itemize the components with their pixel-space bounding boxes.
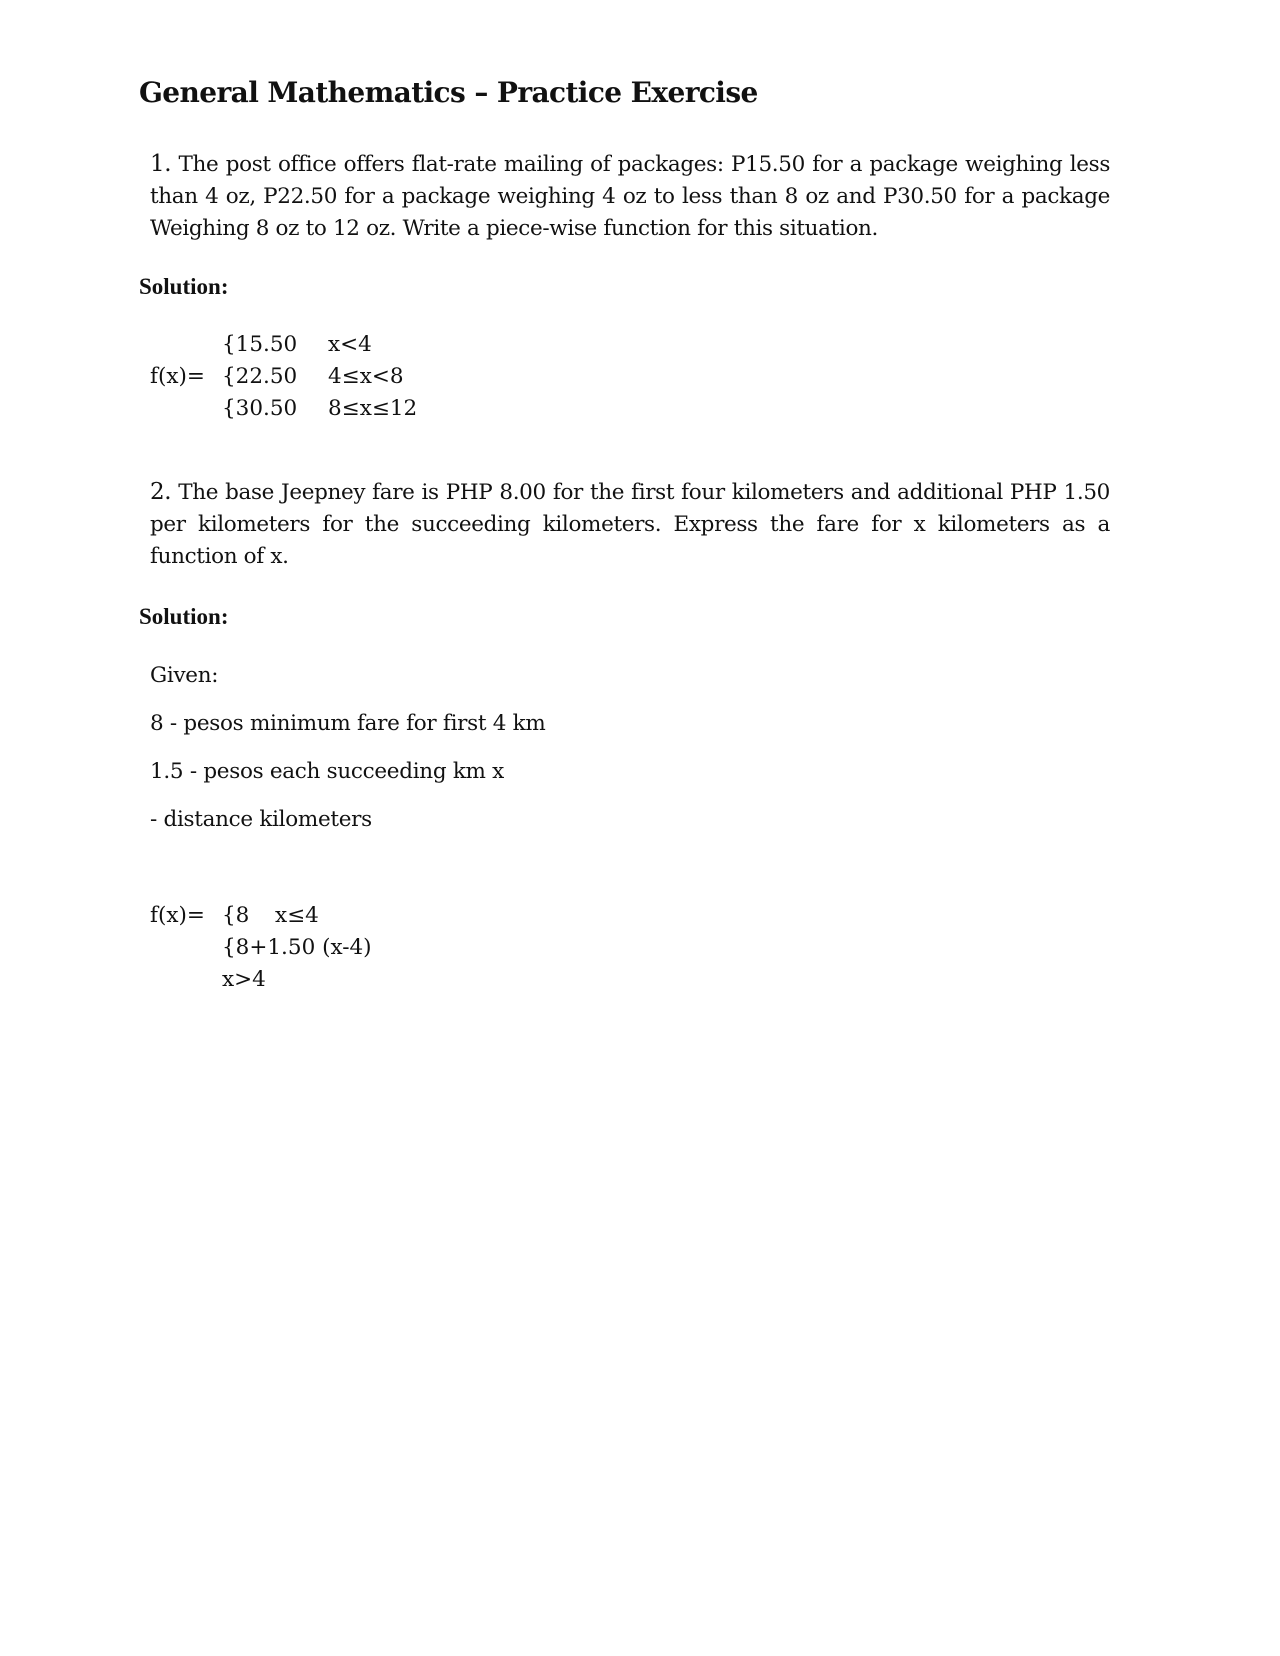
function-2-label: f(x)= [150,903,205,928]
problem-1-text [150,148,1110,245]
case-3-value: {30.50 [222,396,298,421]
function-1-label: f(x)= [150,364,205,389]
solution-2-label: Solution: [139,604,229,629]
case-1-value: {8 [222,903,250,928]
problem-2-number: 2. [150,479,172,505]
case-2-condition: x>4 [222,967,266,992]
problem-1-number: 1. [150,151,172,177]
case-2-value: {8+1.50 (x-4) [222,935,372,960]
problem-1-statement: The post office offers flat-rate mailing of packages: P15.50 for a package weighing less than 4 oz, P22.50 for a package weighing 4 oz to less than 8 oz and P30.50 for a package Weighing 8 oz to 12 oz. Write a piece-wise function for this situation. [150,152,1111,241]
case-2-condition: 4≤x<8 [328,364,404,389]
case-1-condition: x<4 [328,332,372,357]
case-1-value: {15.50 [222,332,298,357]
case-3-condition: 8≤x≤12 [328,396,418,421]
given-item: - distance kilometers [150,807,372,832]
given-item: 1.5 - pesos each succeeding km x [150,759,504,784]
solution-1-label: Solution: [139,274,229,299]
problem-2-statement: The base Jeepney fare is PHP 8.00 for the first four kilometers and additional PHP 1.50 per kilometers for the succeeding kilometers. Express the fare for x kilometers as a function of x. [150,480,1110,569]
page-title: General Mathematics – Practice Exercise [139,76,758,109]
given-label: Given: [150,663,219,688]
case-1-condition: x≤4 [275,903,319,928]
given-item: 8 - pesos minimum fare for first 4 km [150,711,546,736]
case-2-value: {22.50 [222,364,298,389]
problem-2-text [150,476,1110,573]
